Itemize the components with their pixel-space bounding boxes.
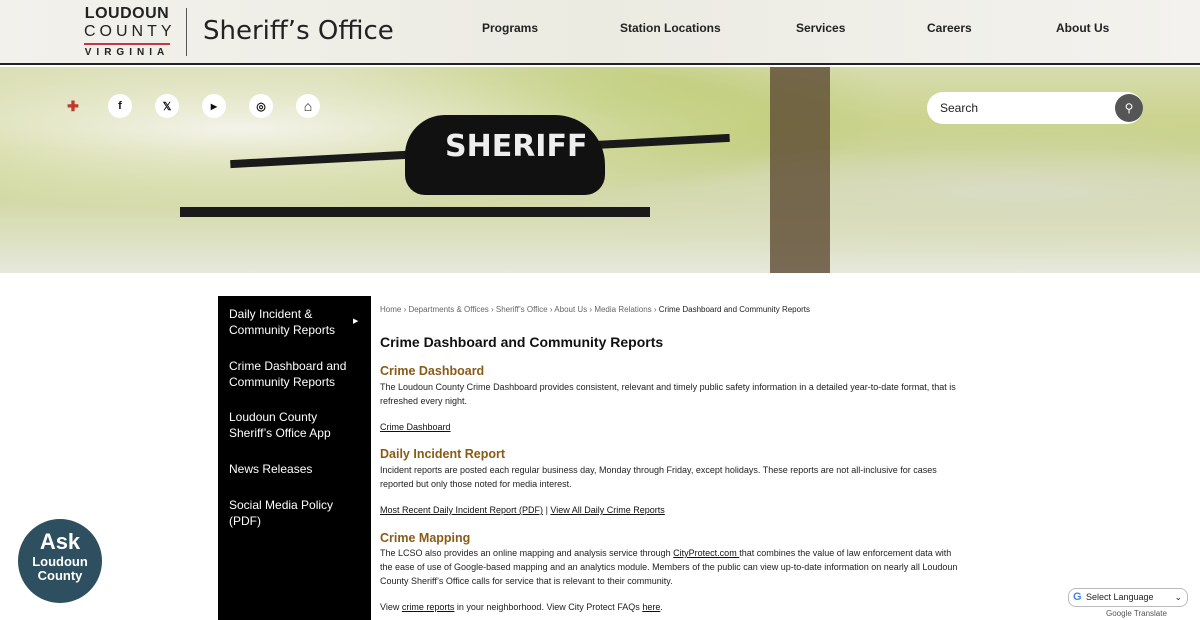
mapping-text: [380, 546, 960, 588]
county-logo[interactable]: [84, 5, 176, 58]
view-pre: View: [380, 602, 402, 612]
facebook-icon[interactable]: f: [108, 94, 132, 118]
sidebar-item-daily-incident[interactable]: Daily Incident & Community Reports: [229, 307, 336, 337]
view-reports-text: [380, 600, 960, 614]
hero-banner: [0, 67, 1200, 273]
site-header: [0, 0, 1200, 65]
search-button[interactable]: [1115, 94, 1143, 122]
sidebar-item-news[interactable]: News Releases: [229, 462, 313, 476]
crumb-departments[interactable]: Departments & Offices: [408, 305, 489, 314]
crumb-sheriff[interactable]: Sheriff’s Office: [495, 305, 548, 314]
logo-line2: COUNTY: [84, 23, 176, 40]
crime-dashboard-link[interactable]: Crime Dashboard: [380, 422, 451, 432]
crumb-current: Crime Dashboard and Community Reports: [658, 305, 810, 314]
language-select-label: Select Language: [1086, 592, 1154, 602]
google-translate-credit: Google Translate: [1106, 609, 1167, 618]
sidebar-item-social-policy[interactable]: Social Media Policy (PDF): [229, 498, 334, 528]
ask-line1: Ask: [39, 529, 81, 554]
ask-loudoun-county-button[interactable]: [16, 517, 104, 605]
sidebar-item-app[interactable]: Loudoun County Sheriff’s Office App: [229, 410, 331, 440]
x-icon[interactable]: 𝕏: [155, 94, 179, 118]
sidebar-item-crime-dashboard[interactable]: Crime Dashboard and Community Reports: [229, 359, 347, 389]
logo-bar: [84, 43, 170, 45]
breadcrumb: Home › Departments & Offices › Sheriff’s Office › About Us › Media Relations › Crime Dashboard and Community Reports: [380, 305, 810, 314]
youtube-icon[interactable]: ▶: [202, 94, 226, 118]
sidebar-nav: [218, 296, 371, 620]
nav-services[interactable]: Services: [796, 21, 846, 35]
link-separator: |: [543, 505, 551, 515]
nav-careers[interactable]: Careers: [927, 21, 972, 35]
drone-antenna: [180, 207, 650, 217]
cityprotect-link[interactable]: CityProtect.com: [673, 548, 740, 558]
crime-reports-link[interactable]: crime reports: [401, 602, 455, 612]
crumb-home[interactable]: Home: [380, 305, 402, 314]
tree-trunk: [770, 67, 830, 273]
expand-arrow-icon[interactable]: ▶: [353, 318, 359, 325]
search-placeholder: Search: [940, 101, 979, 115]
section-title-dashboard: Crime Dashboard: [380, 364, 485, 378]
all-crime-reports-link[interactable]: View All Daily Crime Reports: [550, 505, 665, 515]
logo-line3: VIRGINIA: [84, 47, 170, 58]
chevron-down-icon: ⌄: [1174, 592, 1182, 602]
divider: [186, 8, 187, 56]
recent-incident-report-link[interactable]: Most Recent Daily Incident Report (PDF): [380, 505, 544, 515]
google-icon: G: [1073, 591, 1082, 603]
view-mid: in your neighborhood. View City Protect FAQs: [454, 602, 643, 612]
county-shield-icon[interactable]: ✚: [67, 97, 79, 114]
language-select[interactable]: [1068, 588, 1188, 607]
section-title-incident: Daily Incident Report: [380, 447, 506, 461]
search-icon: ⚲: [1124, 101, 1134, 115]
logo-line1: LOUDOUN: [84, 5, 170, 22]
page-title: Crime Dashboard and Community Reports: [380, 334, 664, 350]
drone-label: SHERIFF: [445, 129, 588, 164]
view-end: .: [660, 602, 663, 612]
crumb-media[interactable]: Media Relations: [594, 305, 652, 314]
nav-station-locations[interactable]: Station Locations: [620, 21, 721, 35]
search-input[interactable]: [927, 92, 1143, 124]
ask-line2: Loudoun: [32, 554, 88, 569]
instagram-icon[interactable]: ◎: [249, 94, 273, 118]
faq-here-link[interactable]: here: [642, 602, 661, 612]
nav-programs[interactable]: Programs: [482, 21, 539, 35]
home-icon[interactable]: ⌂: [296, 94, 320, 118]
site-title[interactable]: Sheriff’s Office: [203, 16, 394, 46]
ask-line3: County: [37, 568, 83, 583]
crumb-about[interactable]: About Us: [554, 305, 588, 314]
mapping-text-pre: The LCSO also provides an online mapping and analysis service through: [380, 548, 674, 558]
nav-about-us[interactable]: About Us: [1056, 21, 1110, 35]
dashboard-text: The Loudoun County Crime Dashboard provides consistent, relevant and timely public safety information in a detailed year-to-date format, that is refreshed every night.: [380, 382, 956, 406]
incident-text: Incident reports are posted each regular business day, Monday through Friday, except holidays. These reports are not all-inclusive for cases reported but only those noted for media interest.: [380, 465, 937, 489]
mapping-text-post: that combines the value of law enforcement data with the ease of use of Google-based mapping and an analytics module. Members of the public can view up-to-date information on nearly all Loudoun County Sheriff’s Office calls for service that is relevant to their community.: [380, 548, 958, 586]
section-title-mapping: Crime Mapping: [380, 531, 471, 545]
